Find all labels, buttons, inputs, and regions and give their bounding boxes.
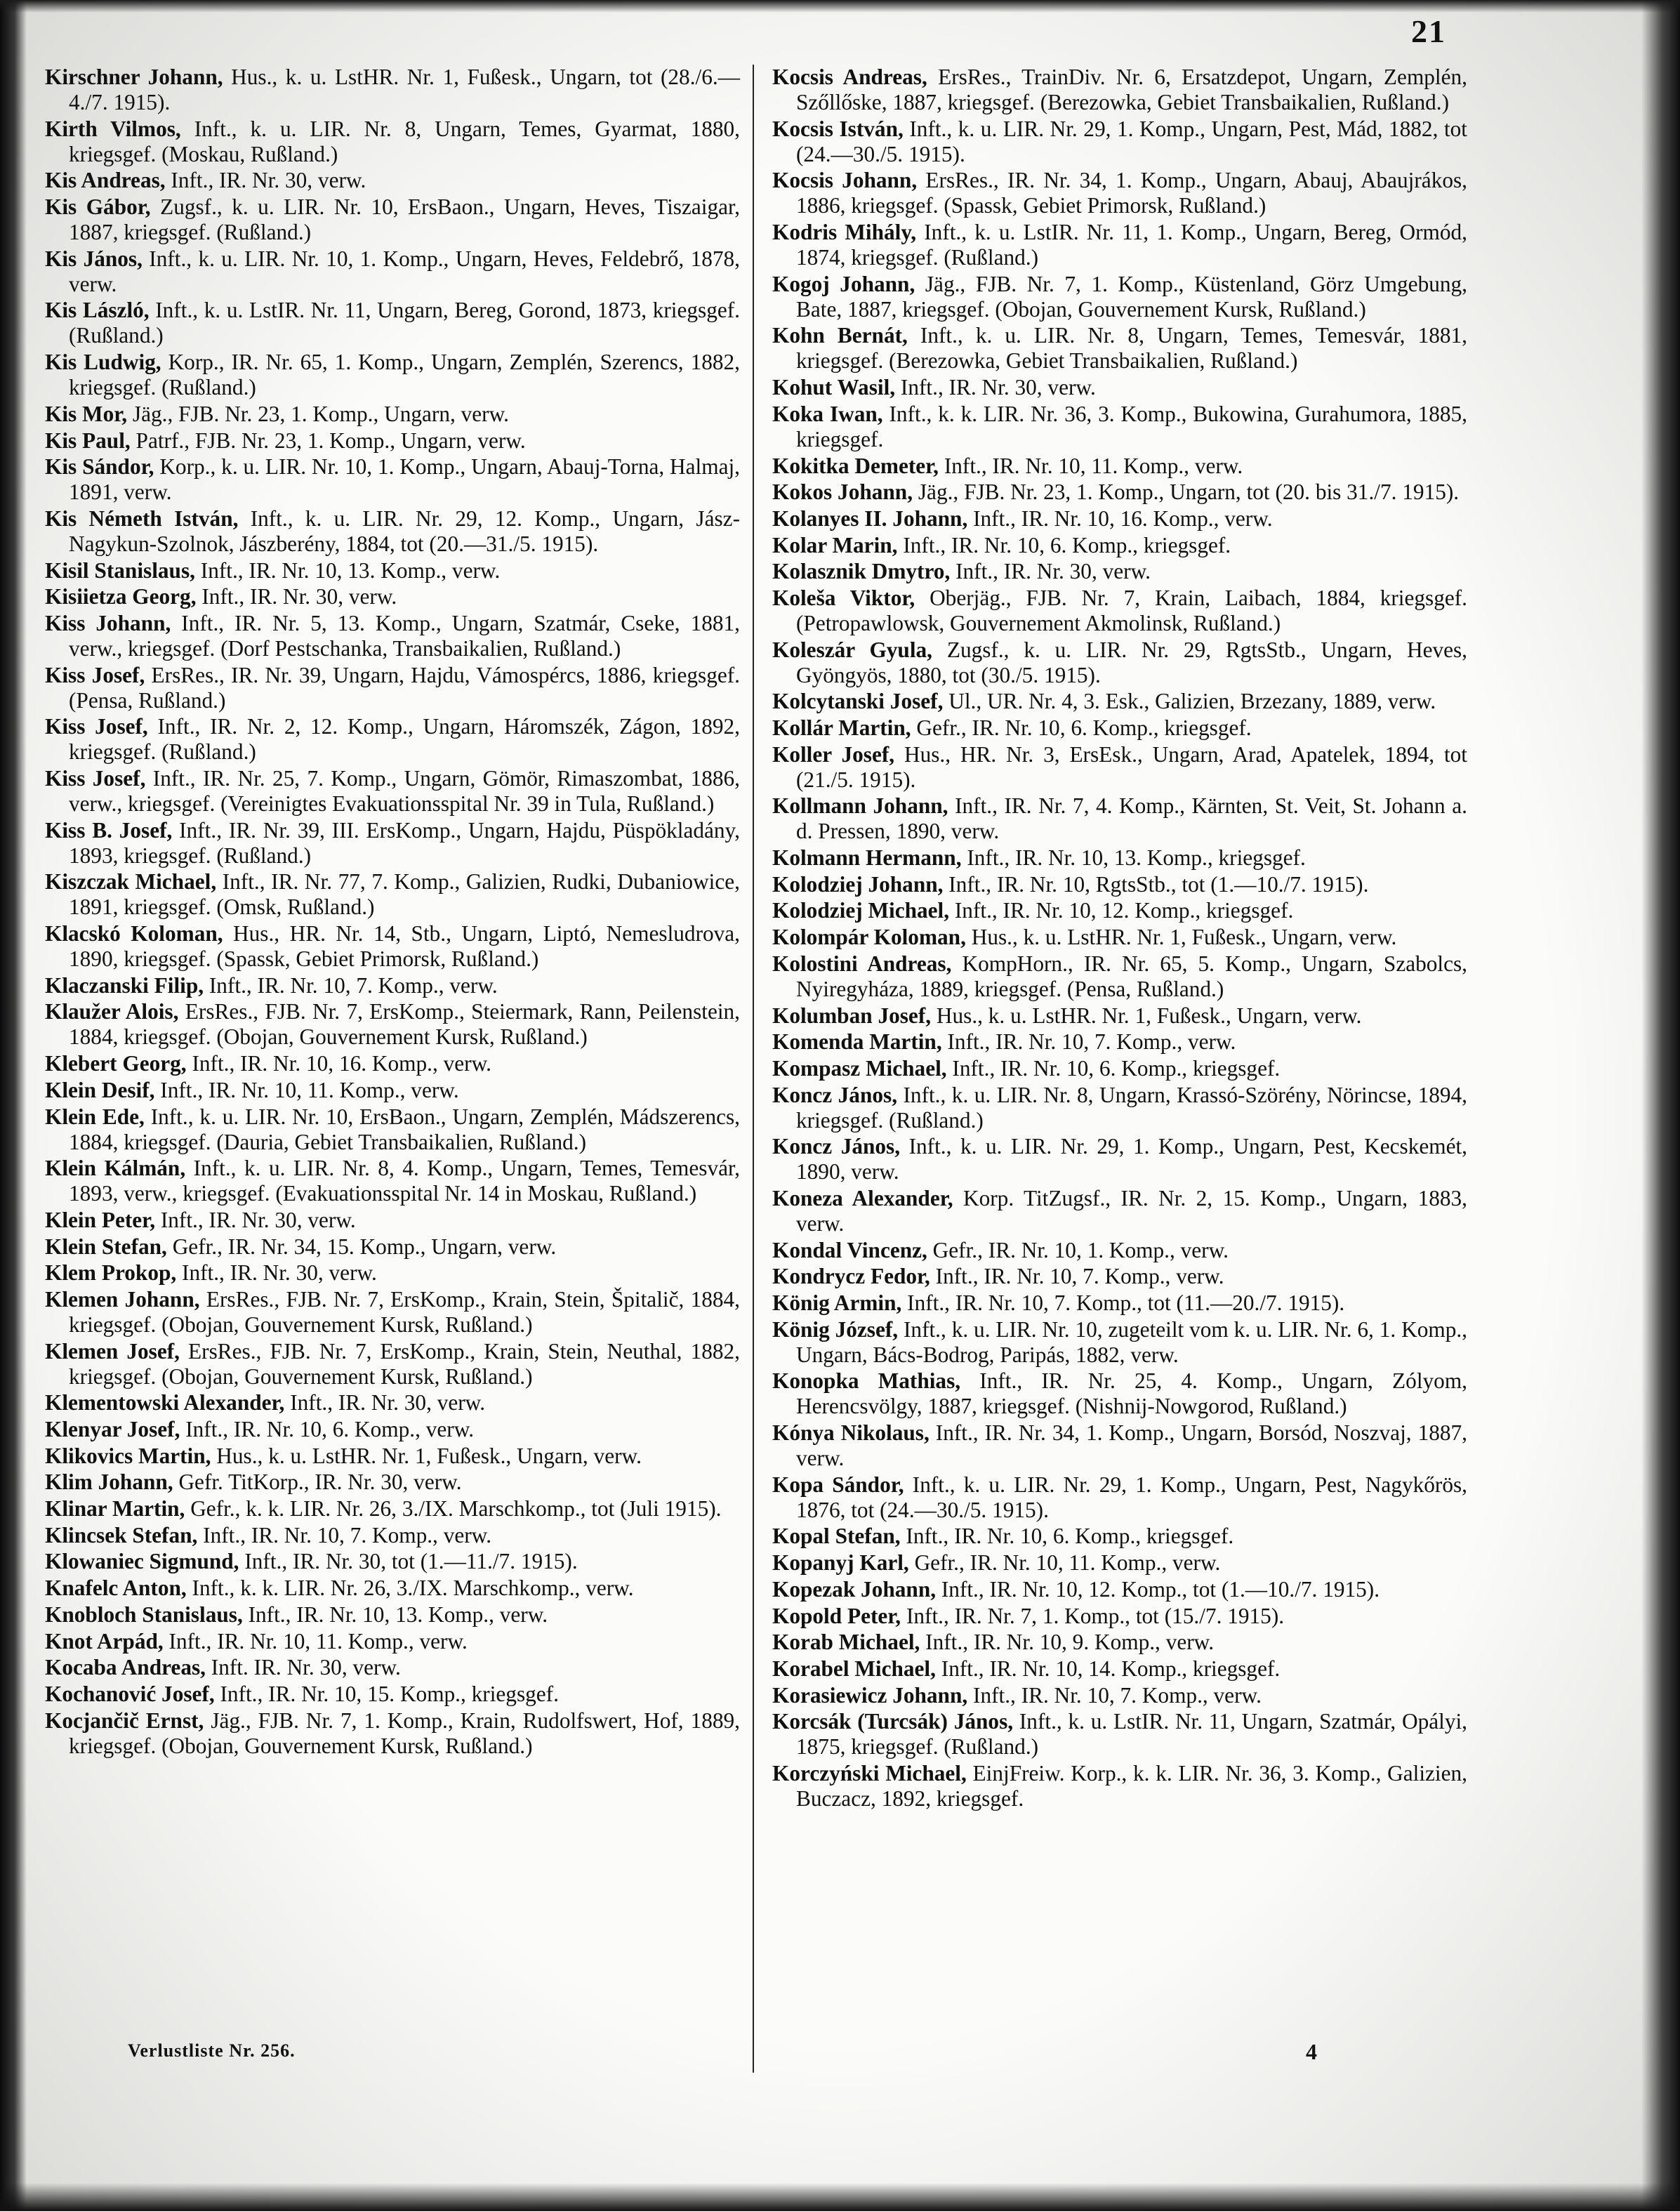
entry-details: Inft., IR. Nr. 10, 12. Komp., tot (1.—10./7. 1915).	[936, 1576, 1380, 1602]
casualty-entry	[772, 323, 1467, 374]
entry-details: ErsRes., FJB. Nr. 7, ErsKomp., Steiermark, Rann, Peilenstein, 1884, kriegsgef. (Obojan, Gouvernement Kursk, Rußland.)	[69, 999, 740, 1050]
entry-details: Inft., IR. Nr. 10, 9. Komp., verw.	[920, 1630, 1215, 1655]
entry-details: Inft., k. u. LIR. Nr. 29, 1. Komp., Ungarn, Pest, Kecskemét, 1890, verw.	[796, 1134, 1467, 1184]
entry-name: König Armin,	[772, 1291, 902, 1315]
entry-name: Kocaba Andreas,	[45, 1655, 206, 1680]
entry-details: Korp., IR. Nr. 65, 1. Komp., Ungarn, Zemplén, Szerencs, 1882, kriegsgef. (Rußland.)	[69, 350, 740, 400]
entry-name: Kochanović Josef,	[45, 1681, 215, 1706]
casualty-entry	[45, 1260, 740, 1286]
entry-details: Inft., IR. Nr. 10, 13. Komp., verw.	[194, 557, 501, 583]
entry-name: Kis László,	[45, 298, 150, 323]
casualty-entry	[772, 533, 1467, 558]
entry-name: Koncz János,	[772, 1134, 901, 1159]
entry-details: Inft., k. u. LIR. Nr. 29, 1. Komp., Ungarn, Pest, Nagykőrös, 1876, tot (24.—30./5. 1915).	[796, 1472, 1467, 1522]
entry-details: Jäg., FJB. Nr. 23, 1. Komp., Ungarn, verw.	[127, 401, 509, 426]
casualty-entry	[772, 793, 1467, 844]
casualty-entry	[772, 506, 1467, 532]
entry-details: Inft., k. u. LIR. Nr. 10, 1. Komp., Ungarn, Heves, Feldebrő, 1878, verw.	[69, 246, 740, 296]
entry-details: Inft., k. u. LIR. Nr. 8, Ungarn, Temes, Gyarmat, 1880, kriegsgef. (Moskau, Rußland.)	[69, 116, 740, 166]
casualty-entry	[772, 1524, 1467, 1549]
scan-edge-bottom	[0, 2183, 1680, 2211]
entry-name: Kolostini Andreas,	[772, 951, 952, 976]
entry-details: ErsRes., TrainDiv. Nr. 6, Ersatzdepot, Ungarn, Zemplén, Szőllőske, 1887, kriegsgef. (Berezowka, Gebiet Transbaikalien, Rußland.)	[796, 65, 1467, 114]
casualty-entry	[45, 1602, 740, 1628]
casualty-entry	[772, 715, 1467, 741]
entry-name: Kiss Josef,	[45, 714, 148, 739]
entry-details: Inft., IR. Nr. 10, 13. Komp., verw.	[242, 1602, 548, 1627]
entry-name: Korabel Michael,	[772, 1656, 936, 1681]
entry-details: Inft., IR. Nr. 10, 6. Komp., kriegsgef.	[900, 1524, 1234, 1549]
entry-details: Inft., IR. Nr. 30, verw.	[155, 1207, 356, 1232]
entry-details: Inft., IR. Nr. 5, 13. Komp., Ungarn, Szatmár, Cseke, 1881, verw., kriegsgef. (Dorf Pestschanka, Transbaikalien, Rußland.)	[69, 610, 740, 661]
entry-details: Oberjäg., FJB. Nr. 7, Krain, Laibach, 1884, kriegsgef. (Petropawlowsk, Gouvernement Akmolinsk, Rußland.)	[796, 585, 1467, 635]
entry-details: Gefr., k. k. LIR. Nr. 26, 3./IX. Marschkomp., tot (Juli 1915).	[185, 1496, 722, 1522]
entry-name: König József,	[772, 1316, 899, 1342]
casualty-entry	[772, 586, 1467, 636]
casualty-entry	[45, 584, 740, 609]
entry-details: Inft., k. u. LstIR. Nr. 11, Ungarn, Bereg, Gorond, 1873, kriegsgef. (Rußland.)	[69, 298, 740, 348]
casualty-entry	[45, 1655, 740, 1680]
entry-details: Inft., IR. Nr. 10, 12. Komp., kriegsgef.	[949, 898, 1294, 923]
entry-details: Inft., IR. Nr. 10, 16. Komp., verw.	[967, 506, 1273, 531]
entry-details: Inft., IR. Nr. 34, 1. Komp., Ungarn, Borsód, Noszvaj, 1887, verw.	[796, 1420, 1467, 1471]
entry-details: Hus., HR. Nr. 3, ErsEsk., Ungarn, Arad, Apatelek, 1894, tot (21./5. 1915).	[796, 741, 1467, 792]
entry-name: Klein Ede,	[45, 1104, 145, 1129]
entry-name: Korasiewicz Johann,	[772, 1682, 968, 1708]
casualty-entry	[772, 689, 1467, 714]
entry-name: Kopold Peter,	[772, 1603, 901, 1628]
casualty-entry	[45, 1708, 740, 1759]
entry-details: Inft., IR. Nr. 7, 4. Komp., Kärnten, St. Veit, St. Johann a. d. Pressen, 1890, verw.	[796, 793, 1467, 844]
entry-name: Koller Josef,	[772, 741, 895, 767]
entry-name: Kolmann Hermann,	[772, 845, 962, 871]
entry-name: Koleszár Gyula,	[772, 637, 933, 662]
casualty-entry	[772, 272, 1467, 322]
casualty-entry	[45, 117, 740, 167]
entry-details: Inft., IR. Nr. 10, 13. Komp., kriegsgef.	[961, 845, 1306, 871]
entry-name: Koneza Alexander,	[772, 1185, 953, 1210]
entry-name: Kopal Stefan,	[772, 1524, 901, 1549]
casualty-entry	[772, 1317, 1467, 1368]
entry-details: Gefr. TitKorp., IR. Nr. 30, verw.	[173, 1470, 462, 1495]
entry-name: Koleša Viktor,	[772, 585, 915, 610]
casualty-entry	[45, 1156, 740, 1206]
entry-details: Gefr., IR. Nr. 10, 11. Komp., verw.	[908, 1550, 1221, 1576]
footer-list-number: Verlustliste Nr. 256.	[128, 2040, 296, 2061]
entry-name: Klincsek Stefan,	[45, 1522, 198, 1547]
entry-name: Kis Mor,	[45, 401, 128, 426]
entry-name: Kokos Johann,	[772, 480, 913, 505]
footer-sheet-number: 4	[1306, 2039, 1317, 2064]
entry-name: Kónya Nikolaus,	[772, 1420, 930, 1446]
entry-name: Klaužer Alois,	[45, 999, 179, 1024]
entry-details: Inft., IR. Nr. 10, 15. Komp., kriegsgef.	[214, 1681, 559, 1706]
casualty-entry	[772, 1683, 1467, 1708]
entry-name: Klein Peter,	[45, 1207, 156, 1232]
entry-details: Hus., k. u. LstHR. Nr. 1, Fußesk., Ungarn, verw.	[931, 1003, 1362, 1028]
entry-details: Inft., k. u. LstIR. Nr. 11, Ungarn, Szatmár, Opályi, 1875, kriegsgef. (Rußland.)	[796, 1709, 1467, 1760]
entry-name: Komenda Martin,	[772, 1029, 942, 1055]
casualty-entry	[45, 1549, 740, 1574]
entry-name: Kolompár Koloman,	[772, 925, 966, 950]
entry-details: Jäg., FJB. Nr. 7, 1. Komp., Küstenland, Görz Umgebung, Bate, 1887, kriegsgef. (Obojan, Gouvernement Kursk, Rußland.)	[796, 271, 1467, 322]
entry-details: Hus., k. u. LstHR. Nr. 1, Fußesk., Ungarn, verw.	[211, 1443, 642, 1468]
casualty-entry	[45, 168, 740, 193]
casualty-entry	[45, 65, 740, 115]
entry-details: Inft., IR. Nr. 25, 4. Komp., Ungarn, Zólyom, Herencsvölgy, 1887, kriegsgef. (Nishnij-Nowgorod, Rußland.)	[796, 1368, 1467, 1419]
entry-details: Inft., k. u. LIR. Nr. 29, 12. Komp., Ungarn, Jász-Nagykun-Szolnok, Jászberény, 1884, tot (20.—31./5. 1915).	[69, 506, 740, 556]
entry-details: Inft., k. u. LIR. Nr. 10, zugeteilt vom k. u. LIR. Nr. 6, 1. Komp., Ungarn, Bács-Bodrog, Paripás, 1882, verw.	[796, 1316, 1467, 1367]
entry-name: Klein Desif,	[45, 1077, 155, 1102]
casualty-entry	[45, 506, 740, 557]
casualty-entry	[45, 1390, 740, 1415]
entry-name: Kis Paul,	[45, 428, 131, 453]
entry-name: Kopa Sándor,	[772, 1472, 904, 1497]
entry-details: Zugsf., k. u. LIR. Nr. 29, RgtsStb., Ungarn, Heves, Gyöngyös, 1880, tot (30./5. 1915).	[796, 637, 1467, 687]
casualty-entry	[45, 1682, 740, 1707]
entry-name: Klacskó Koloman,	[45, 921, 223, 946]
entry-details: Inft., IR. Nr. 30, verw.	[196, 584, 397, 609]
entry-name: Klaczanski Filip,	[45, 972, 204, 998]
casualty-entry	[772, 951, 1467, 1002]
entry-name: Kocsis István,	[772, 116, 904, 141]
casualty-entry	[45, 1496, 740, 1522]
entry-name: Knobloch Stanislaus,	[45, 1602, 243, 1627]
casualty-entry	[45, 298, 740, 348]
entry-name: Klementowski Alexander,	[45, 1390, 285, 1415]
entry-name: Kis Andreas,	[45, 168, 166, 193]
entry-details: Inft., IR. Nr. 39, III. ErsKomp., Ungarn, Hajdu, Püspökladány, 1893, kriegsgef. (Rußland.)	[69, 817, 740, 868]
casualty-entry	[45, 869, 740, 920]
page-number: 21	[1411, 13, 1446, 49]
casualty-entry	[45, 454, 740, 505]
casualty-entry	[45, 1339, 740, 1390]
entry-details: Jäg., FJB. Nr. 7, 1. Komp., Krain, Rudolfswert, Hof, 1889, kriegsgef. (Obojan, Gouvernement Kursk, Rußland.)	[69, 1708, 740, 1758]
casualty-entry	[45, 402, 740, 427]
casualty-entry	[772, 1761, 1467, 1811]
entry-name: Klemen Johann,	[45, 1286, 200, 1312]
entry-name: Kompasz Michael,	[772, 1055, 947, 1081]
entry-details: Inft., IR. Nr. 10, 7. Komp., tot (11.—20./7. 1915).	[901, 1291, 1345, 1315]
entry-name: Kis Ludwig,	[45, 350, 161, 375]
entry-details: ErsRes., FJB. Nr. 7, ErsKomp., Krain, Stein, Špitalič, 1884, kriegsgef. (Obojan, Gouvernement Kursk, Rußland.)	[69, 1286, 741, 1337]
entry-name: Kis Gábor,	[45, 194, 151, 220]
entry-details: Hus., k. u. LstHR. Nr. 1, Fußesk., Ungarn, verw.	[965, 925, 1397, 950]
entry-details: Jäg., FJB. Nr. 23, 1. Komp., Ungarn, tot (20. bis 31./7. 1915).	[913, 480, 1460, 505]
casualty-entry	[772, 1656, 1467, 1682]
casualty-entry	[772, 117, 1467, 167]
casualty-entry	[45, 1104, 740, 1155]
casualty-entry	[772, 1709, 1467, 1760]
entry-details: Inft., k. u. LIR. Nr. 8, 4. Komp., Ungarn, Temes, Temesvár, 1893, verw., kriegsgef. (Evakuationsspital Nr. 14 in Moskau, Rußland.)	[69, 1156, 740, 1206]
entry-name: Kolumban Josef,	[772, 1003, 932, 1028]
entry-name: Kis Sándor,	[45, 454, 154, 480]
casualty-entry	[772, 925, 1467, 950]
entry-name: Kolanyes II. Johann,	[772, 506, 968, 531]
casualty-entry	[772, 220, 1467, 270]
right-column	[772, 65, 1467, 1813]
entry-details: ErsRes., IR. Nr. 39, Ungarn, Hajdu, Vámospércs, 1886, kriegsgef. (Pensa, Rußland.)	[69, 662, 740, 713]
casualty-entry	[45, 1576, 740, 1601]
casualty-entry	[772, 1420, 1467, 1471]
entry-details: Korp., k. u. LIR. Nr. 10, 1. Komp., Ungarn, Abauj-Torna, Halmaj, 1891, verw.	[69, 454, 740, 505]
entry-name: Kiss B. Josef,	[45, 817, 173, 843]
casualty-entry	[772, 1368, 1467, 1419]
entry-details: Inft., k. u. LIR. Nr. 8, Ungarn, Temes, Temesvár, 1881, kriegsgef. (Berezowka, Gebiet Transbaikalien, Rußland.)	[796, 323, 1467, 374]
scan-edge-right	[1641, 0, 1680, 2211]
casualty-entry	[772, 742, 1467, 793]
casualty-entry	[772, 1029, 1467, 1055]
entry-name: Konopka Mathias,	[772, 1368, 961, 1394]
entry-details: ErsRes., IR. Nr. 34, 1. Komp., Ungarn, Abauj, Abaujrákos, 1886, kriegsgef. (Spassk, Gebiet Primorsk, Rußland.)	[796, 168, 1467, 218]
entry-details: Zugsf., k. u. LIR. Nr. 10, ErsBaon., Ungarn, Heves, Tiszaigar, 1887, kriegsgef. (Rußland.)	[69, 194, 740, 245]
entry-name: Knafelc Anton,	[45, 1576, 187, 1601]
column-divider	[753, 65, 754, 2073]
entry-details: Inft., IR. Nr. 10, 7. Komp., verw.	[197, 1522, 492, 1547]
entry-name: Koncz János,	[772, 1082, 898, 1107]
entry-name: Kolcytanski Josef,	[772, 689, 944, 714]
entry-name: Klebert Georg,	[45, 1051, 187, 1076]
casualty-entry	[45, 1234, 740, 1260]
entry-details: Inft., IR. Nr. 10, 7. Komp., verw.	[941, 1029, 1236, 1055]
casualty-entry	[772, 1134, 1467, 1184]
scan-edge-top	[0, 0, 1680, 13]
entry-details: Inft., k. u. LstIR. Nr. 11, 1. Komp., Ungarn, Bereg, Ormód, 1874, kriegsgef. (Rußland.)	[796, 220, 1468, 270]
left-column	[45, 65, 740, 1760]
casualty-entry	[772, 1083, 1467, 1133]
entry-details: Inft., IR. Nr. 2, 12. Komp., Ungarn, Háromszék, Zágon, 1892, kriegsgef. (Rußland.)	[69, 714, 740, 765]
entry-name: Kondal Vincenz,	[772, 1237, 927, 1262]
casualty-entry	[772, 375, 1467, 400]
casualty-entry	[772, 1003, 1467, 1029]
casualty-entry	[45, 428, 740, 454]
entry-details: Inft., k. k. LIR. Nr. 26, 3./IX. Marschkomp., verw.	[186, 1576, 634, 1601]
entry-name: Korab Michael,	[772, 1630, 920, 1655]
entry-details: Ul., UR. Nr. 4, 3. Esk., Galizien, Brzezany, 1889, verw.	[943, 689, 1436, 714]
casualty-entry	[772, 898, 1467, 923]
entry-details: EinjFreiw. Korp., k. k. LIR. Nr. 36, 3. Komp., Galizien, Buczacz, 1892, kriegsgef.	[796, 1760, 1467, 1811]
entry-name: Klim Johann,	[45, 1470, 173, 1495]
entry-name: Kokitka Demeter,	[772, 453, 939, 478]
entry-name: Kolasznik Dmytro,	[772, 559, 951, 584]
casualty-entry	[45, 1417, 740, 1442]
casualty-entry	[45, 194, 740, 245]
entry-details: Inft., IR. Nr. 30, verw.	[895, 375, 1096, 400]
entry-name: Kondrycz Fedor,	[772, 1264, 930, 1289]
entry-name: Kis János,	[45, 246, 143, 271]
entry-details: Hus., k. u. LstHR. Nr. 1, Fußesk., Ungarn, tot (28./6.—4./7. 1915).	[69, 65, 740, 114]
entry-name: Kirschner Johann,	[45, 65, 223, 89]
casualty-entry	[45, 1208, 740, 1233]
entry-details: Inft., IR. Nr. 10, 7. Komp., verw.	[204, 972, 498, 998]
entry-details: Inft., k. k. LIR. Nr. 36, 3. Komp., Bukowina, Gurahumora, 1885, kriegsgef.	[796, 401, 1467, 451]
entry-name: Klem Prokop,	[45, 1260, 177, 1286]
entry-details: Inft., IR. Nr. 10, 11. Komp., verw.	[163, 1628, 468, 1654]
casualty-entry	[45, 611, 740, 661]
entry-details: Inft., IR. Nr. 10, 16. Komp., verw.	[186, 1051, 491, 1076]
entry-details: Inft., IR. Nr. 10, 6. Komp., kriegsgef.	[897, 532, 1231, 557]
casualty-entry	[772, 1472, 1467, 1523]
casualty-entry	[45, 999, 740, 1050]
casualty-entry	[45, 973, 740, 998]
entry-details: Inft., IR. Nr. 7, 1. Komp., tot (15./7. 1915).	[901, 1603, 1285, 1628]
entry-name: Klinar Martin,	[45, 1496, 185, 1522]
entry-details: Inft., IR. Nr. 10, 11. Komp., verw.	[154, 1077, 459, 1102]
casualty-entry	[772, 1186, 1467, 1236]
entry-details: Inft., IR. Nr. 10, 11. Komp., verw.	[939, 453, 1243, 478]
entry-details: Inft., IR. Nr. 10, 6. Komp., kriegsgef.	[946, 1055, 1281, 1081]
entry-name: Kiszczak Michael,	[45, 869, 217, 895]
entry-details: Inft., k. u. LIR. Nr. 29, 1. Komp., Ungarn, Pest, Mád, 1882, tot (24.—30./5. 1915).	[796, 116, 1467, 166]
entry-details: Inft., IR. Nr. 10, 7. Komp., verw.	[930, 1264, 1224, 1289]
entry-name: Korcsák (Turcsák) János,	[772, 1709, 1014, 1734]
casualty-entry	[45, 246, 740, 297]
entry-details: Gefr., IR. Nr. 10, 6. Komp., kriegsgef.	[911, 715, 1252, 740]
casualty-entry	[45, 1444, 740, 1469]
entry-details: Korp. TitZugsf., IR. Nr. 2, 15. Komp., Ungarn, 1883, verw.	[796, 1185, 1467, 1236]
entry-details: Inft., IR. Nr. 10, RgtsStb., tot (1.—10./7. 1915).	[943, 871, 1369, 897]
entry-name: Klowaniec Sigmund,	[45, 1549, 239, 1574]
entry-details: Inft., IR. Nr. 30, verw.	[284, 1390, 486, 1415]
casualty-entry	[45, 1470, 740, 1495]
entry-name: Kocsis Johann,	[772, 168, 918, 193]
casualty-entry	[772, 168, 1467, 218]
entry-name: Kollmann Johann,	[772, 793, 948, 819]
casualty-entry	[772, 1604, 1467, 1629]
entry-name: Kocjančič Ernst,	[45, 1708, 204, 1733]
entry-name: Kohn Bernát,	[772, 323, 908, 348]
entry-details: Gefr., IR. Nr. 34, 15. Komp., Ungarn, verw.	[166, 1234, 557, 1259]
entry-name: Kolodziej Michael,	[772, 898, 950, 923]
entry-details: Inft. IR. Nr. 30, verw.	[205, 1655, 401, 1680]
entry-name: Kopanyj Karl,	[772, 1550, 909, 1576]
entry-details: Inft., k. u. LIR. Nr. 8, Ungarn, Krassó-Szörény, Nörincse, 1894, kriegsgef. (Rußland.)	[796, 1082, 1468, 1133]
casualty-entry	[772, 638, 1467, 688]
casualty-entry	[45, 350, 740, 400]
entry-name: Kogoj Johann,	[772, 271, 915, 296]
casualty-entry	[772, 402, 1467, 452]
casualty-entry	[45, 663, 740, 713]
entry-name: Korczyński Michael,	[772, 1760, 967, 1786]
entry-name: Kisiietza Georg,	[45, 584, 197, 609]
entry-name: Klemen Josef,	[45, 1338, 180, 1364]
entry-name: Kiss Josef,	[45, 662, 145, 687]
casualty-entry	[45, 1523, 740, 1548]
casualty-entry	[772, 454, 1467, 479]
entry-details: Patrf., FJB. Nr. 23, 1. Komp., Ungarn, verw.	[130, 428, 526, 453]
entry-name: Koka Iwan,	[772, 401, 883, 426]
casualty-entry	[772, 65, 1467, 115]
entry-details: Inft., IR. Nr. 10, 6. Komp., verw.	[180, 1417, 475, 1441]
entry-name: Klikovics Martin,	[45, 1443, 211, 1468]
casualty-entry	[772, 480, 1467, 505]
entry-details: Gefr., IR. Nr. 10, 1. Komp., verw.	[927, 1237, 1229, 1262]
entry-name: Kirth Vilmos,	[45, 116, 181, 141]
entry-details: Inft., IR. Nr. 25, 7. Komp., Ungarn, Gömör, Rimaszombat, 1886, verw., kriegsgef. (Vereinigtes Evakuationsspital Nr. 39 in Tula, Rußland.)	[69, 766, 740, 816]
entry-name: Kolodziej Johann,	[772, 871, 944, 897]
entry-name: Kollár Martin,	[772, 715, 911, 740]
casualty-entry	[45, 1287, 740, 1338]
casualty-entry	[772, 1630, 1467, 1655]
casualty-entry	[772, 1238, 1467, 1263]
entry-details: KompHorn., IR. Nr. 65, 5. Komp., Ungarn, Szabolcs, Nyiregyháza, 1889, kriegsgef. (Pensa, Rußland.)	[796, 951, 1467, 1001]
casualty-entry	[45, 558, 740, 583]
casualty-entry	[45, 766, 740, 817]
casualty-entry	[772, 872, 1467, 897]
entry-details: Inft., IR. Nr. 30, verw.	[950, 559, 1151, 584]
entry-name: Kisil Stanislaus,	[45, 557, 195, 583]
casualty-entry	[772, 845, 1467, 871]
entry-name: Kis Németh István,	[45, 506, 239, 531]
entry-details: Inft., IR. Nr. 30, verw.	[165, 168, 366, 193]
casualty-entry	[772, 1291, 1467, 1316]
entry-name: Kiss Johann,	[45, 610, 171, 635]
casualty-entry	[772, 1550, 1467, 1576]
casualty-entry	[772, 1264, 1467, 1289]
entry-details: Hus., HR. Nr. 14, Stb., Ungarn, Liptó, Nemesludrova, 1890, kriegsgef. (Spassk, Gebiet Primorsk, Rußland.)	[69, 921, 741, 972]
entry-details: ErsRes., FJB. Nr. 7, ErsKomp., Krain, Stein, Neuthal, 1882, kriegsgef. (Obojan, Gouvernement Kursk, Rußland.)	[69, 1338, 740, 1389]
entry-name: Kopezak Johann,	[772, 1576, 937, 1602]
entry-details: Inft., IR. Nr. 30, tot (1.—11./7. 1915).	[239, 1549, 578, 1574]
entry-details: Inft., IR. Nr. 10, 7. Komp., verw.	[967, 1682, 1262, 1708]
casualty-entry	[45, 921, 740, 972]
casualty-entry	[772, 1577, 1467, 1602]
entry-name: Kiss Josef,	[45, 766, 146, 791]
entry-name: Knot Arpád,	[45, 1628, 164, 1654]
casualty-entry	[45, 1078, 740, 1103]
casualty-entry	[45, 818, 740, 869]
entry-details: Inft., IR. Nr. 77, 7. Komp., Galizien, Rudki, Dubaniowice, 1891, kriegsgef. (Omsk, Rußland.)	[69, 869, 740, 920]
entry-name: Kodris Mihály,	[772, 220, 917, 245]
entry-name: Klein Stefan,	[45, 1234, 167, 1259]
entry-details: Inft., k. u. LIR. Nr. 10, ErsBaon., Ungarn, Zemplén, Mádszerencs, 1884, kriegsgef. (Dauria, Gebiet Transbaikalien, Rußland.)	[69, 1104, 740, 1154]
entry-name: Kocsis Andreas,	[772, 65, 927, 89]
entry-name: Kolar Marin,	[772, 532, 898, 557]
entry-details: Inft., IR. Nr. 30, verw.	[176, 1260, 377, 1286]
entry-name: Klenyar Josef,	[45, 1417, 180, 1441]
casualty-entry	[45, 1051, 740, 1076]
casualty-entry	[772, 559, 1467, 584]
entry-details: Inft., IR. Nr. 10, 14. Komp., kriegsgef.	[935, 1656, 1281, 1681]
casualty-entry	[772, 1056, 1467, 1081]
entry-name: Kohut Wasil,	[772, 375, 896, 400]
scan-edge-left	[0, 0, 27, 2211]
casualty-entry	[45, 1629, 740, 1654]
entry-name: Klein Kálmán,	[45, 1156, 186, 1181]
casualty-entry	[45, 714, 740, 765]
